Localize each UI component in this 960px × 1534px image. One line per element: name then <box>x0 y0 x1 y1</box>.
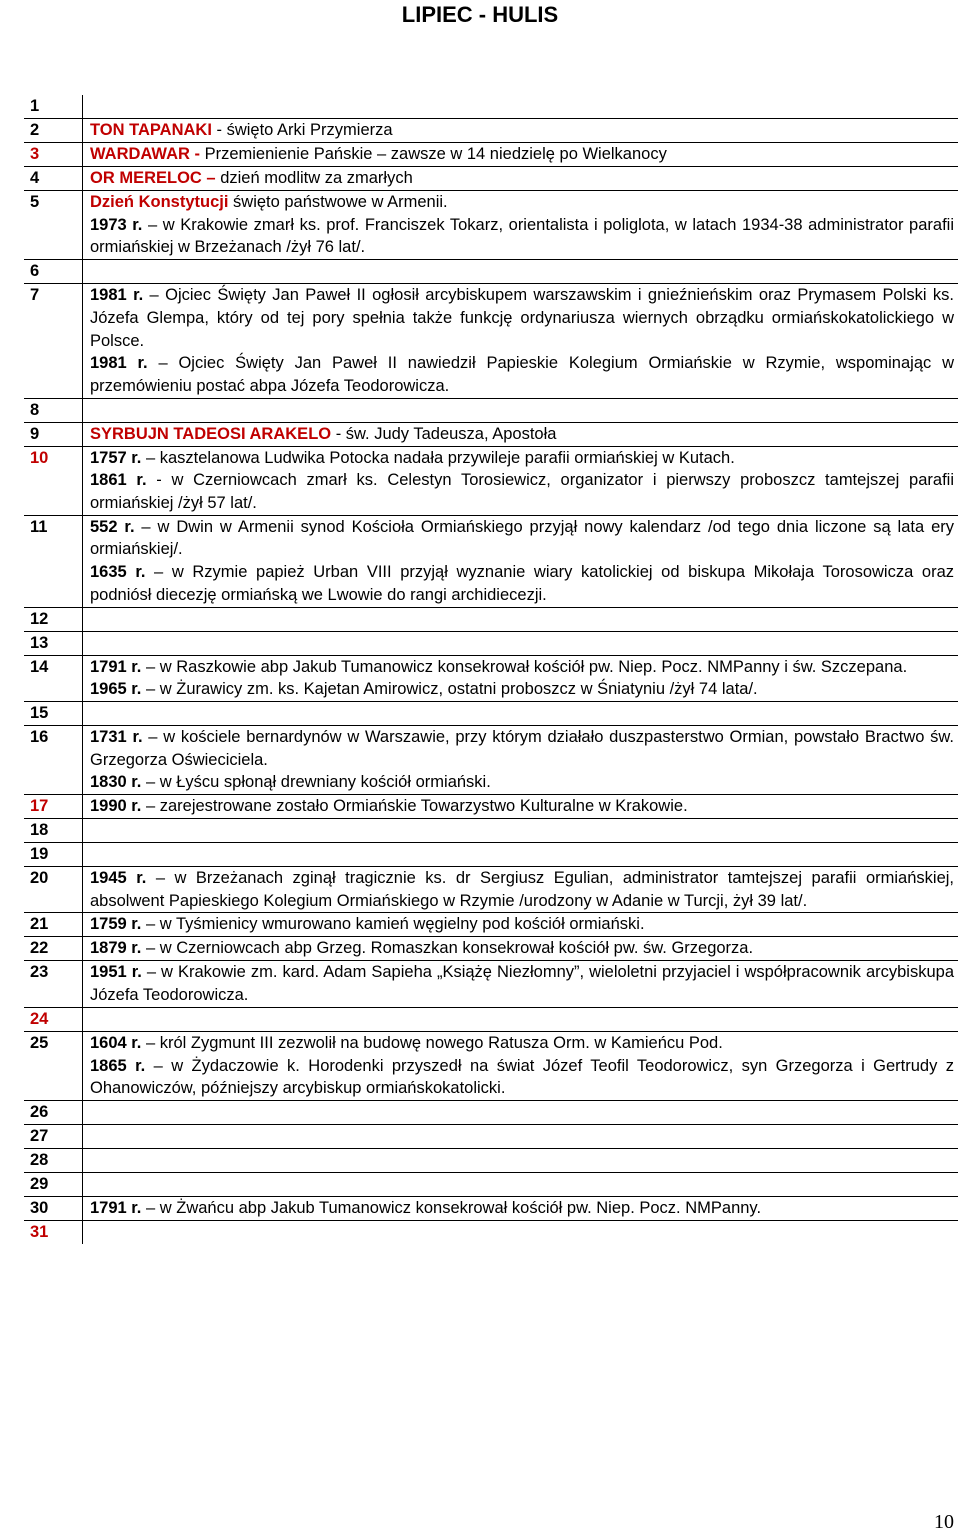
day-content <box>82 702 958 725</box>
event-text: – w Brzeżanach zginął tragicznie ks. dr Sergiusz Egulian, administrator tamtejszej parafii ormiańskiej, absolwent Papieskiego Kolegium Ormiańskiego w Rzymie /urodzony w Adanie w Turcji, żył 39 lat/. <box>90 869 955 910</box>
day-number: 10 <box>30 448 49 467</box>
event-entry <box>90 726 954 771</box>
event-year: 552 r. <box>90 517 135 536</box>
page-number: 10 <box>934 1511 954 1533</box>
day-number: 12 <box>30 609 49 628</box>
day-number: 3 <box>30 145 40 163</box>
day-content <box>82 656 958 701</box>
event-text: – Ojciec Święty Jan Paweł II ogłosił arcybiskupem warszawskim i gnieźnieńskim oraz Prymasem Polski ks. Józefa Glempa, który od tej pory spełnia także funkcję ordynariusza wiernych obrządku ormiańskokatolickiego w Polsce. <box>90 286 955 350</box>
day-content <box>82 119 958 142</box>
day-content <box>82 937 958 960</box>
event-text: – w Raszkowie abp Jakub Tumanowicz konsekrował kościół pw. Niep. Pocz. NMPanny i św. Szczepana. <box>141 657 908 676</box>
day-number: 25 <box>30 1033 49 1052</box>
calendar-row <box>24 284 958 399</box>
day-number: 31 <box>30 1222 49 1241</box>
event-entry <box>90 867 954 912</box>
event-text: – w Tyśmienicy wmurowano kamień węgielny pod kościół ormiański. <box>141 915 645 934</box>
day-number: 28 <box>30 1150 49 1169</box>
day-content <box>82 867 958 912</box>
calendar-row <box>24 867 958 913</box>
day-content <box>82 726 958 794</box>
calendar-row <box>24 795 958 819</box>
day-number: 1 <box>30 97 40 115</box>
event-year: 1757 r. <box>90 448 142 467</box>
event-text: – w Czerniowcach abp Grzeg. Romaszkan konsekrował kościół pw. św. Grzegorza. <box>141 939 754 958</box>
day-number: 15 <box>30 703 49 722</box>
day-content <box>82 167 958 190</box>
calendar-row <box>24 1032 958 1101</box>
event-text: – Ojciec Święty Jan Paweł II nawiedził Papieskie Kolegium Ormiańskie w Rzymie, wspominając w przemówieniu postać abpa Józefa Teodorowicza. <box>90 354 955 395</box>
calendar-row <box>24 191 958 260</box>
event-year: 1981 r. <box>90 354 148 373</box>
day-number: 8 <box>30 400 40 419</box>
day-number: 21 <box>30 915 49 934</box>
event-entry <box>90 678 954 701</box>
calendar-row <box>24 632 958 656</box>
event-text: – w Dwin w Armenii synod Kościoła Ormiańskiego przyjął nowy kalendarz /od tego dnia liczone są lata ery ormiańskiej/. <box>90 517 954 559</box>
day-content <box>82 143 958 166</box>
event-year: 1635 r. <box>90 563 146 582</box>
day-content <box>82 516 958 607</box>
event-text: – w Żwańcu abp Jakub Tumanowicz konsekrował kościół pw. Niep. Pocz. NMPanny. <box>141 1198 762 1217</box>
calendar-table <box>24 95 958 1244</box>
day-content <box>82 632 958 655</box>
calendar-row <box>24 167 958 191</box>
event-year: 1879 r. <box>90 939 142 958</box>
event-year: 1945 r. <box>90 869 147 888</box>
event-text: – w Krakowie zm. kard. Adam Sapieha „Książę Niezłomny”, wieloletni przyjaciel i współpracownik arcybiskupa Józefa Teodorowicza. <box>90 963 954 1005</box>
day-number: 17 <box>30 797 49 816</box>
event-entry <box>90 167 954 190</box>
event-year: 1791 r. <box>90 1198 142 1217</box>
day-number: 14 <box>30 657 49 676</box>
calendar-row <box>24 1221 958 1244</box>
day-content <box>82 447 958 515</box>
day-number: 2 <box>30 121 40 139</box>
event-entry <box>90 423 954 446</box>
event-text: święto państwowe w Armenii. <box>228 193 448 211</box>
day-number: 20 <box>30 869 49 888</box>
event-year: 1981 r. <box>90 286 144 305</box>
day-content <box>82 260 958 283</box>
event-year: 1865 r. <box>90 1056 146 1075</box>
event-year: 1759 r. <box>90 915 142 934</box>
day-number: 7 <box>30 286 40 305</box>
day-content <box>82 1125 958 1148</box>
event-entry <box>90 516 954 561</box>
day-content <box>82 1032 958 1100</box>
event-entry <box>90 143 954 166</box>
event-text: - święto Arki Przymierza <box>211 121 393 139</box>
event-text: – kasztelanowa Ludwika Potocka nadała przywileje parafii ormiańskiej w Kutach. <box>141 448 735 467</box>
day-content <box>82 961 958 1006</box>
calendar-row <box>24 119 958 143</box>
event-entry <box>90 1032 954 1055</box>
calendar-row <box>24 1149 958 1173</box>
event-entry <box>90 795 954 818</box>
event-entry <box>90 656 954 679</box>
event-entry <box>90 961 954 1006</box>
day-content <box>82 191 958 259</box>
feast-name: WARDAWAR - <box>90 145 200 163</box>
day-number: 16 <box>30 727 49 746</box>
calendar-row <box>24 399 958 423</box>
event-entry <box>90 191 954 214</box>
event-text: – zarejestrowane zostało Ormiańskie Towarzystwo Kulturalne w Krakowie. <box>141 797 688 816</box>
day-number: 5 <box>30 193 40 211</box>
event-text: – w Rzymie papież Urban VIII przyjął wyznanie wiary katolickiej od biskupa Mikołaja Torosowicza oraz podniósł diecezję ormiańską we Lwowie do rangi archidiecezji. <box>90 563 954 604</box>
event-entry <box>90 469 954 514</box>
day-content <box>82 1149 958 1172</box>
calendar-row <box>24 937 958 961</box>
event-text: – w Krakowie zmarł ks. prof. Franciszek Tokarz, orientalista i poliglota, w latach 1934-38 administrator parafii ormiańskiej w Brzeżanach /żył 76 lat/. <box>90 215 955 257</box>
day-number: 26 <box>30 1102 49 1121</box>
calendar-row <box>24 726 958 795</box>
calendar-row <box>24 447 958 516</box>
day-content <box>82 284 958 398</box>
calendar-row <box>24 819 958 843</box>
calendar-row <box>24 516 958 608</box>
event-entry <box>90 913 954 936</box>
event-year: 1973 r. <box>90 215 143 234</box>
calendar-row <box>24 913 958 937</box>
day-number: 24 <box>30 1009 49 1028</box>
calendar-row <box>24 1101 958 1125</box>
calendar-row <box>24 1008 958 1032</box>
calendar-row <box>24 702 958 726</box>
feast-name: TON TAPANAKI <box>90 121 212 139</box>
event-year: 1951 r. <box>90 963 142 982</box>
day-content <box>82 1197 958 1220</box>
day-content <box>82 1101 958 1124</box>
day-number: 30 <box>30 1198 49 1217</box>
event-entry <box>90 1197 954 1220</box>
event-entry <box>90 284 954 352</box>
event-entry <box>90 214 954 259</box>
event-year: 1830 r. <box>90 773 142 792</box>
page-title: LIPIEC - HULIS <box>401 2 559 27</box>
event-year: 1731 r. <box>90 727 143 746</box>
event-text: – w Żurawicy zm. ks. Kajetan Amirowicz, ostatni proboszcz w Śniatyniu /żył 74 lata/. <box>141 680 758 699</box>
event-entry <box>90 447 954 470</box>
event-entry <box>90 352 954 397</box>
feast-name: Dzień Konstytucji <box>90 193 229 211</box>
calendar-row <box>24 843 958 867</box>
event-year: 1965 r. <box>90 680 142 699</box>
event-entry <box>90 119 954 142</box>
day-number: 4 <box>30 169 40 187</box>
day-number: 18 <box>30 821 49 840</box>
day-number: 23 <box>30 963 49 982</box>
event-year: 1604 r. <box>90 1033 142 1052</box>
event-text: - w Czerniowcach zmarł ks. Celestyn Torosiewicz, organizator i pierwszy proboszcz tamtejszej parafii ormiańskiej /żył 57 lat/. <box>90 471 954 513</box>
calendar-row <box>24 1173 958 1197</box>
calendar-row <box>24 656 958 702</box>
day-content <box>82 913 958 936</box>
event-year: 1990 r. <box>90 797 142 816</box>
day-content <box>82 819 958 842</box>
day-number: 6 <box>30 262 40 281</box>
day-content <box>82 1221 958 1244</box>
day-content <box>82 1173 958 1196</box>
event-text: Przemienienie Pańskie – zawsze w 14 niedzielę po Wielkanocy <box>200 145 667 163</box>
calendar-row <box>24 260 958 284</box>
day-content <box>82 608 958 631</box>
event-entry <box>90 1055 954 1100</box>
event-text: – w Łyścu spłonął drewniany kościół ormiański. <box>141 773 491 792</box>
day-number: 9 <box>30 424 40 443</box>
event-year: 1861 r. <box>90 471 147 490</box>
day-number: 29 <box>30 1174 49 1193</box>
event-text: – w Żydaczowie k. Horodenki przyszedł na świat Józef Teofil Teodorowicz, syn Grzegorza i Gertrudy z Ohanowiczów, późniejszy arcybiskup ormiańskokatolicki. <box>90 1056 955 1098</box>
event-entry <box>90 771 954 794</box>
calendar-row <box>24 143 958 167</box>
day-number: 13 <box>30 633 49 652</box>
event-text: - św. Judy Tadeusza, Apostoła <box>331 424 557 443</box>
day-content <box>82 1008 958 1031</box>
day-number: 19 <box>30 845 49 864</box>
day-content <box>82 843 958 866</box>
calendar-row <box>24 608 958 632</box>
event-text: dzień modlitw za zmarłych <box>215 169 413 187</box>
day-number: 22 <box>30 939 49 958</box>
day-content <box>82 795 958 818</box>
day-content <box>82 423 958 446</box>
event-text: – w kościele bernardynów w Warszawie, przy którym działało duszpasterstwo Ormian, powstało Bractwo św. Grzegorza Oświeciciela. <box>90 727 955 769</box>
calendar-row <box>24 961 958 1007</box>
feast-name: SYRBUJN TADEOSI ARAKELO <box>90 424 332 443</box>
feast-name: OR MERELOC – <box>90 169 216 187</box>
event-text: – król Zygmunt III zezwolił na budowę nowego Ratusza Orm. w Kamieńcu Pod. <box>141 1033 723 1052</box>
calendar-row <box>24 1125 958 1149</box>
day-content <box>82 95 958 118</box>
calendar-row <box>24 95 958 119</box>
day-number: 11 <box>30 517 48 536</box>
event-entry <box>90 937 954 960</box>
calendar-row <box>24 423 958 447</box>
event-year: 1791 r. <box>90 657 142 676</box>
calendar-row <box>24 1197 958 1221</box>
event-entry <box>90 561 954 606</box>
day-number: 27 <box>30 1126 49 1145</box>
day-content <box>82 399 958 422</box>
